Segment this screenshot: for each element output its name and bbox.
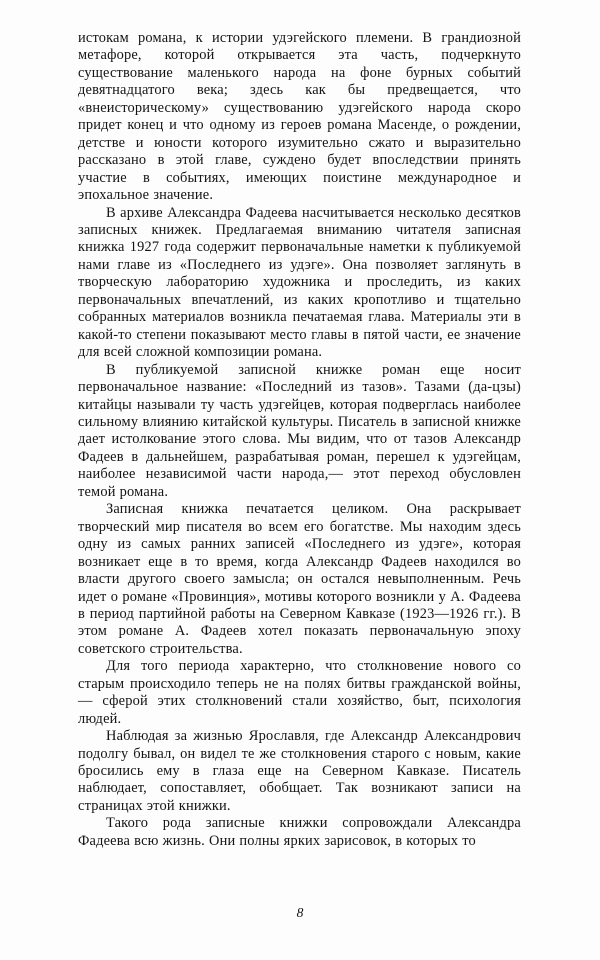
paragraph: Записная книжка печатается целиком. Она раскрывает творческий мир писателя во всем его богатстве. Мы находим здесь одну из самых ранних записей «Последнего из удэге», которая возникает еще в то время, когда Александр Фадеев находился во власти другого своего замысла; он остался невыполненным. Речь идет о романе «Провинция», мотивы которого возникли у А. Фадеева в период партийной работы на Северном Кавказе (1923—1926 гг.). В этом романе А. Фадеев хотел показать первоначальную эпоху советского строительства. <box>78 501 521 657</box>
paragraph: Такого рода записные книжки сопровождали Александра Фадеева всю жизнь. Они полны ярких зарисовок, в которых то <box>78 815 521 849</box>
paragraph: В архиве Александра Фадеева насчитывается несколько десятков записных книжек. Предлагаемая вниманию читателя записная книжка 1927 года содержит первоначальные наметки к публикуемой нами главе из «Последнего из удэге». Она позволяет заглянуть в творческую лабораторию художника и проследить, из каких первоначальных впечатлений, из каких кропотливо и тщательно собранных материалов возникла печатаемая глава. Материалы эти в какой-то степени показывают место главы в пятой части, ее значение для всей сложной композиции романа. <box>78 204 521 361</box>
paragraph: Наблюдая за жизнью Ярославля, где Александр Александрович подолгу бывал, он видел те же столкновения старого с новым, какие бросились ему в глаза еще на Северном Кавказе. Писатель наблюдает, сопоставляет, обобщает. Так возникают записи на страницах этой книжки. <box>78 728 521 814</box>
paragraph: истокам романа, к истории удэгейского племени. В грандиозной метафоре, которой открывается эта часть, подчеркнуто существование маленького народа на фоне бурных событий девятнадцатого века; здесь как бы предвещается, что «внеисторическому» существованию удэгейского народа скоро придет конец и что одному из героев романа Масенде, о рождении, детстве и юности которого изумительно сжато и выразительно рассказано в этой главе, суждено будет впоследствии принять участие в событиях, имеющих поистине международное и эпохальное значение. <box>78 30 521 204</box>
page-number: 8 <box>296 905 304 920</box>
body-text-column <box>78 30 521 850</box>
paragraph: В публикуемой записной книжке роман еще носит первоначальное название: «Последний из тазов». Тазами (да-цзы) китайцы называли ту часть удэгейцев, которая подверглась наиболее сильному влиянию китайской культуры. Писатель в записной книжке дает истолкование этого слова. Мы видим, что от тазов Александр Фадеев в дальнейшем, разрабатывая роман, перешел к удэгейцам, наиболее независимой части народа,— этот переход обусловлен темой романа. <box>78 361 521 500</box>
paragraph: Для того периода характерно, что столкновение нового со старым происходило теперь не на полях битвы гражданской войны,— сферой этих столкновений стали хозяйство, быт, психология людей. <box>78 658 521 727</box>
